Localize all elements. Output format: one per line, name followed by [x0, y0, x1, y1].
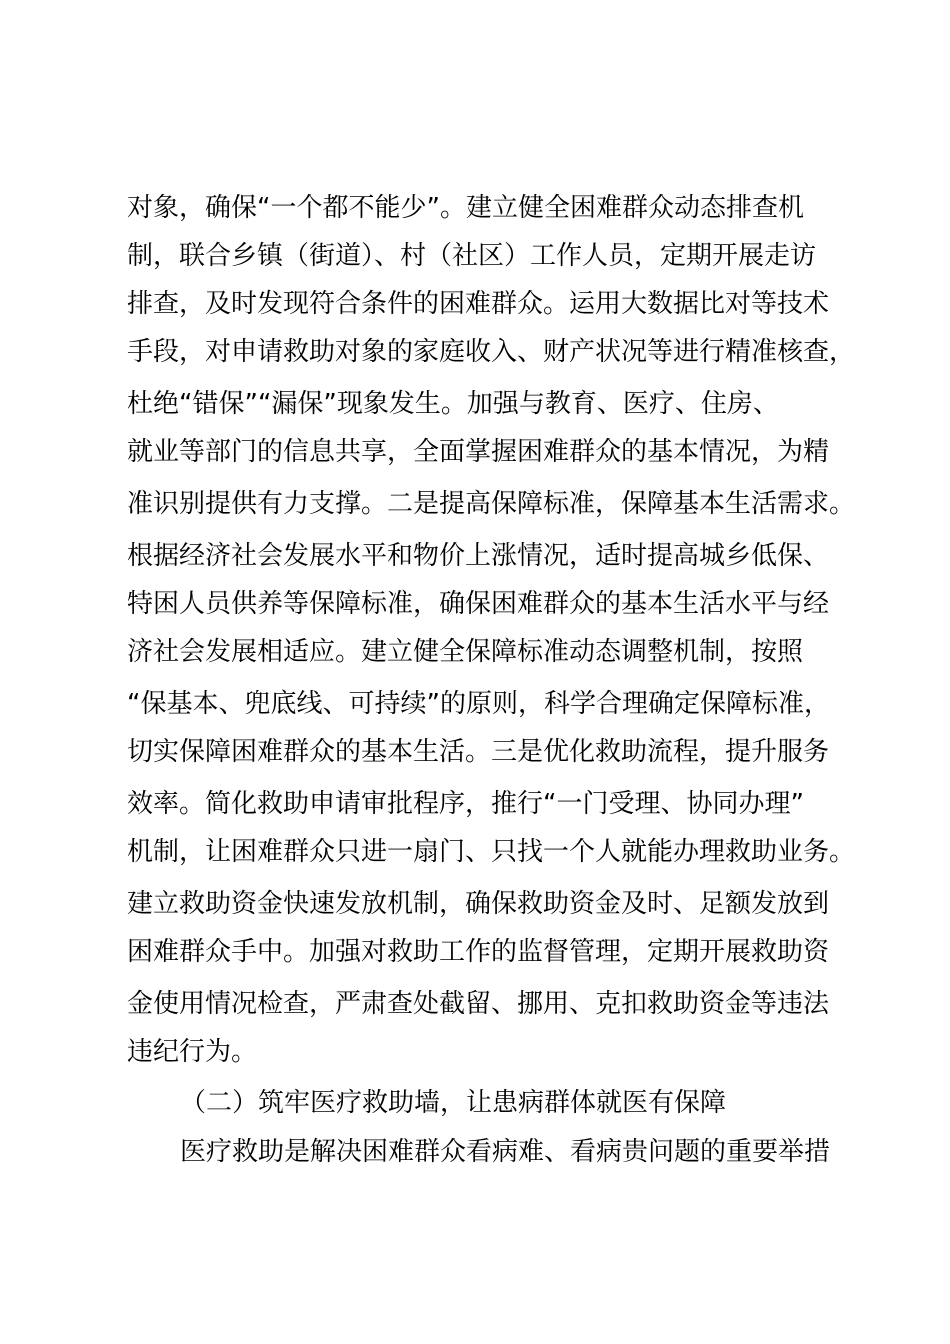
- section-heading: （二）筑牢医疗救助墙，让患病群体就医有保障: [180, 1088, 727, 1118]
- paragraph-line: 医疗救助是解决困难群众看病难、看病贵问题的重要举措: [180, 1137, 831, 1167]
- paragraph-line: 根据经济社会发展水平和物价上涨情况，适时提高城乡低保、: [127, 541, 830, 571]
- paragraph-line: 机制，让困难群众只进一扇门、只找一个人就能办理救助业务。: [127, 837, 856, 867]
- paragraph-line: 特困人员供养等保障标准，确保困难群众的基本生活水平与经: [127, 589, 830, 619]
- paragraph-line: 困难群众手中。加强对救助工作的监督管理，定期开展救助资: [127, 937, 830, 967]
- paragraph-line: 济社会发展相适应。建立健全保障标准动态调整机制，按照: [127, 637, 804, 667]
- paragraph-line: 杜绝“错保”“漏保”现象发生。加强与教育、医疗、住房、: [127, 389, 779, 419]
- paragraph-line: 排查，及时发现符合条件的困难群众。运用大数据比对等技术: [127, 289, 830, 319]
- paragraph-line: “保基本、兜底线、可持续”的原则，科学合理确定保障标准，: [127, 689, 830, 719]
- paragraph-line: 对象，确保“一个都不能少”。建立健全困难群众动态排查机: [127, 193, 804, 223]
- paragraph-line: 违纪行为。: [127, 1037, 258, 1067]
- paragraph-line: 建立救助资金快速发放机制，确保救助资金及时、足额发放到: [127, 889, 830, 919]
- paragraph-line: 就业等部门的信息共享，全面掌握困难群众的基本情况，为精: [127, 437, 830, 467]
- paragraph-line: 制，联合乡镇（街道）、村（社区）工作人员，定期开展走访: [127, 241, 817, 271]
- paragraph-line: 效率。简化救助申请审批程序，推行“一门受理、协同办理”: [127, 789, 804, 819]
- paragraph-line: 准识别提供有力支撑。二是提高保障标准，保障基本生活需求。: [127, 489, 856, 519]
- paragraph-line: 手段，对申请救助对象的家庭收入、财产状况等进行精准核查，: [127, 337, 856, 367]
- paragraph-line: 金使用情况检查，严肃查处截留、挪用、克扣救助资金等违法: [127, 989, 830, 1019]
- paragraph-line: 切实保障困难群众的基本生活。三是优化救助流程，提升服务: [127, 737, 830, 767]
